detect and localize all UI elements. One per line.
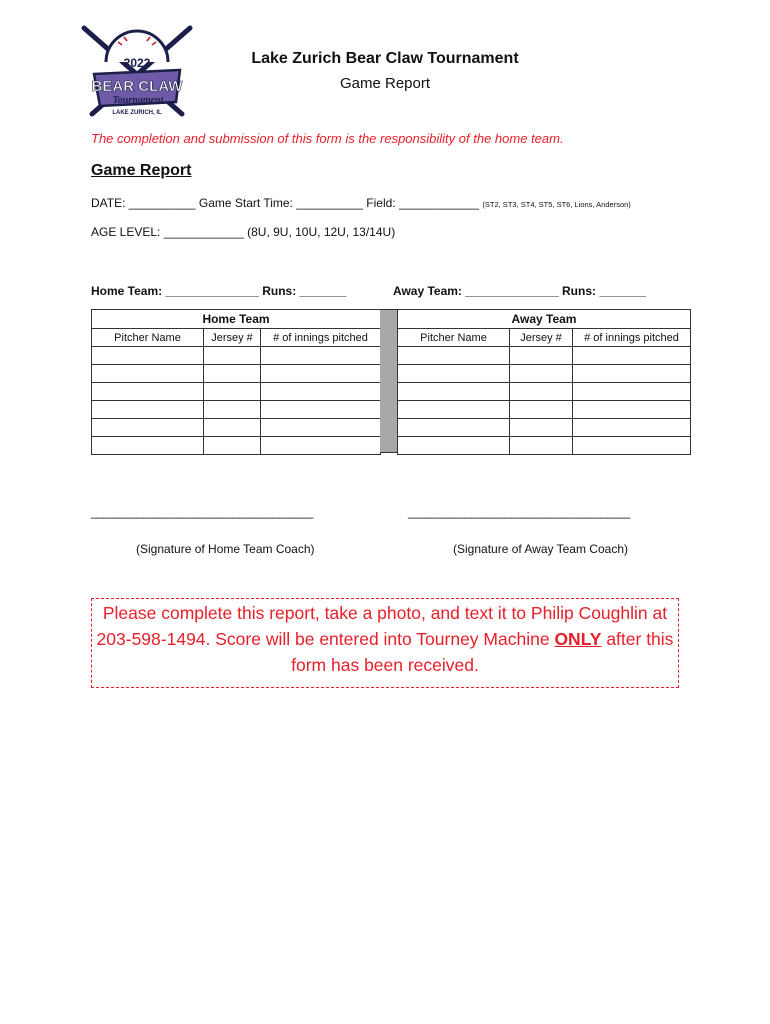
home-table-title: Home Team — [92, 310, 381, 329]
date-time-field-line[interactable] — [91, 196, 631, 210]
away-signature-line[interactable]: _______________________________________ — [408, 505, 630, 519]
section-title: Game Report — [91, 162, 192, 179]
submission-instructions-box — [91, 598, 679, 688]
col-pitcher-name: Pitcher Name — [92, 329, 204, 347]
logo-word-2: Tournament — [112, 95, 164, 106]
instructions-text-1: Please complete this report, take a photo, and text it to Philip Coughlin at 203-598-1494. Score will be entered into Tourney Machine — [96, 603, 668, 649]
logo-place: LAKE ZURICH, IL — [112, 110, 162, 116]
tournament-logo — [78, 22, 196, 122]
table-row[interactable] — [398, 365, 691, 383]
logo-year: 2022 — [123, 56, 151, 70]
col-innings: # of innings pitched — [261, 329, 381, 347]
table-row[interactable] — [92, 365, 381, 383]
field-options-text: (ST2, ST3, ST4, ST5, ST6, Lions, Anderson) — [482, 200, 631, 209]
responsibility-notice: The completion and submission of this form is the responsibility of the home team. — [91, 131, 564, 146]
col-jersey: Jersey # — [204, 329, 261, 347]
home-pitcher-table — [91, 309, 381, 455]
table-row[interactable] — [398, 401, 691, 419]
away-pitcher-table — [397, 309, 691, 455]
table-divider — [380, 309, 397, 453]
away-signature-caption: (Signature of Away Team Coach) — [453, 542, 628, 556]
table-row[interactable] — [398, 347, 691, 365]
date-time-field-text: DATE: __________ Game Start Time: __________ Field: ____________ — [91, 196, 483, 210]
table-row[interactable] — [398, 383, 691, 401]
table-row[interactable] — [92, 383, 381, 401]
age-level-line[interactable]: AGE LEVEL: ____________ (8U, 9U, 10U, 12U, 13/14U) — [91, 225, 396, 239]
table-row[interactable] — [92, 419, 381, 437]
page-subtitle: Game Report — [339, 75, 431, 92]
away-team-runs-line[interactable]: Away Team: ______________ Runs: _______ — [393, 284, 647, 298]
logo-word-1: BEAR CLAW — [91, 78, 183, 95]
away-table-title: Away Team — [398, 310, 691, 329]
col-innings: # of innings pitched — [573, 329, 691, 347]
instructions-text-2: after this form has been received. — [291, 629, 674, 675]
instructions-emphasis: ONLY — [554, 629, 602, 649]
table-row[interactable] — [92, 347, 381, 365]
col-jersey: Jersey # — [510, 329, 573, 347]
table-row[interactable] — [92, 401, 381, 419]
col-pitcher-name: Pitcher Name — [398, 329, 510, 347]
home-team-runs-line[interactable]: Home Team: ______________ Runs: _______ — [91, 284, 347, 298]
table-row[interactable] — [398, 437, 691, 455]
table-row[interactable] — [92, 437, 381, 455]
page-title: Lake Zurich Bear Claw Tournament — [251, 50, 519, 67]
home-signature-caption: (Signature of Home Team Coach) — [136, 542, 315, 556]
table-row[interactable] — [398, 419, 691, 437]
home-signature-line[interactable]: _______________________________________ — [91, 505, 313, 519]
